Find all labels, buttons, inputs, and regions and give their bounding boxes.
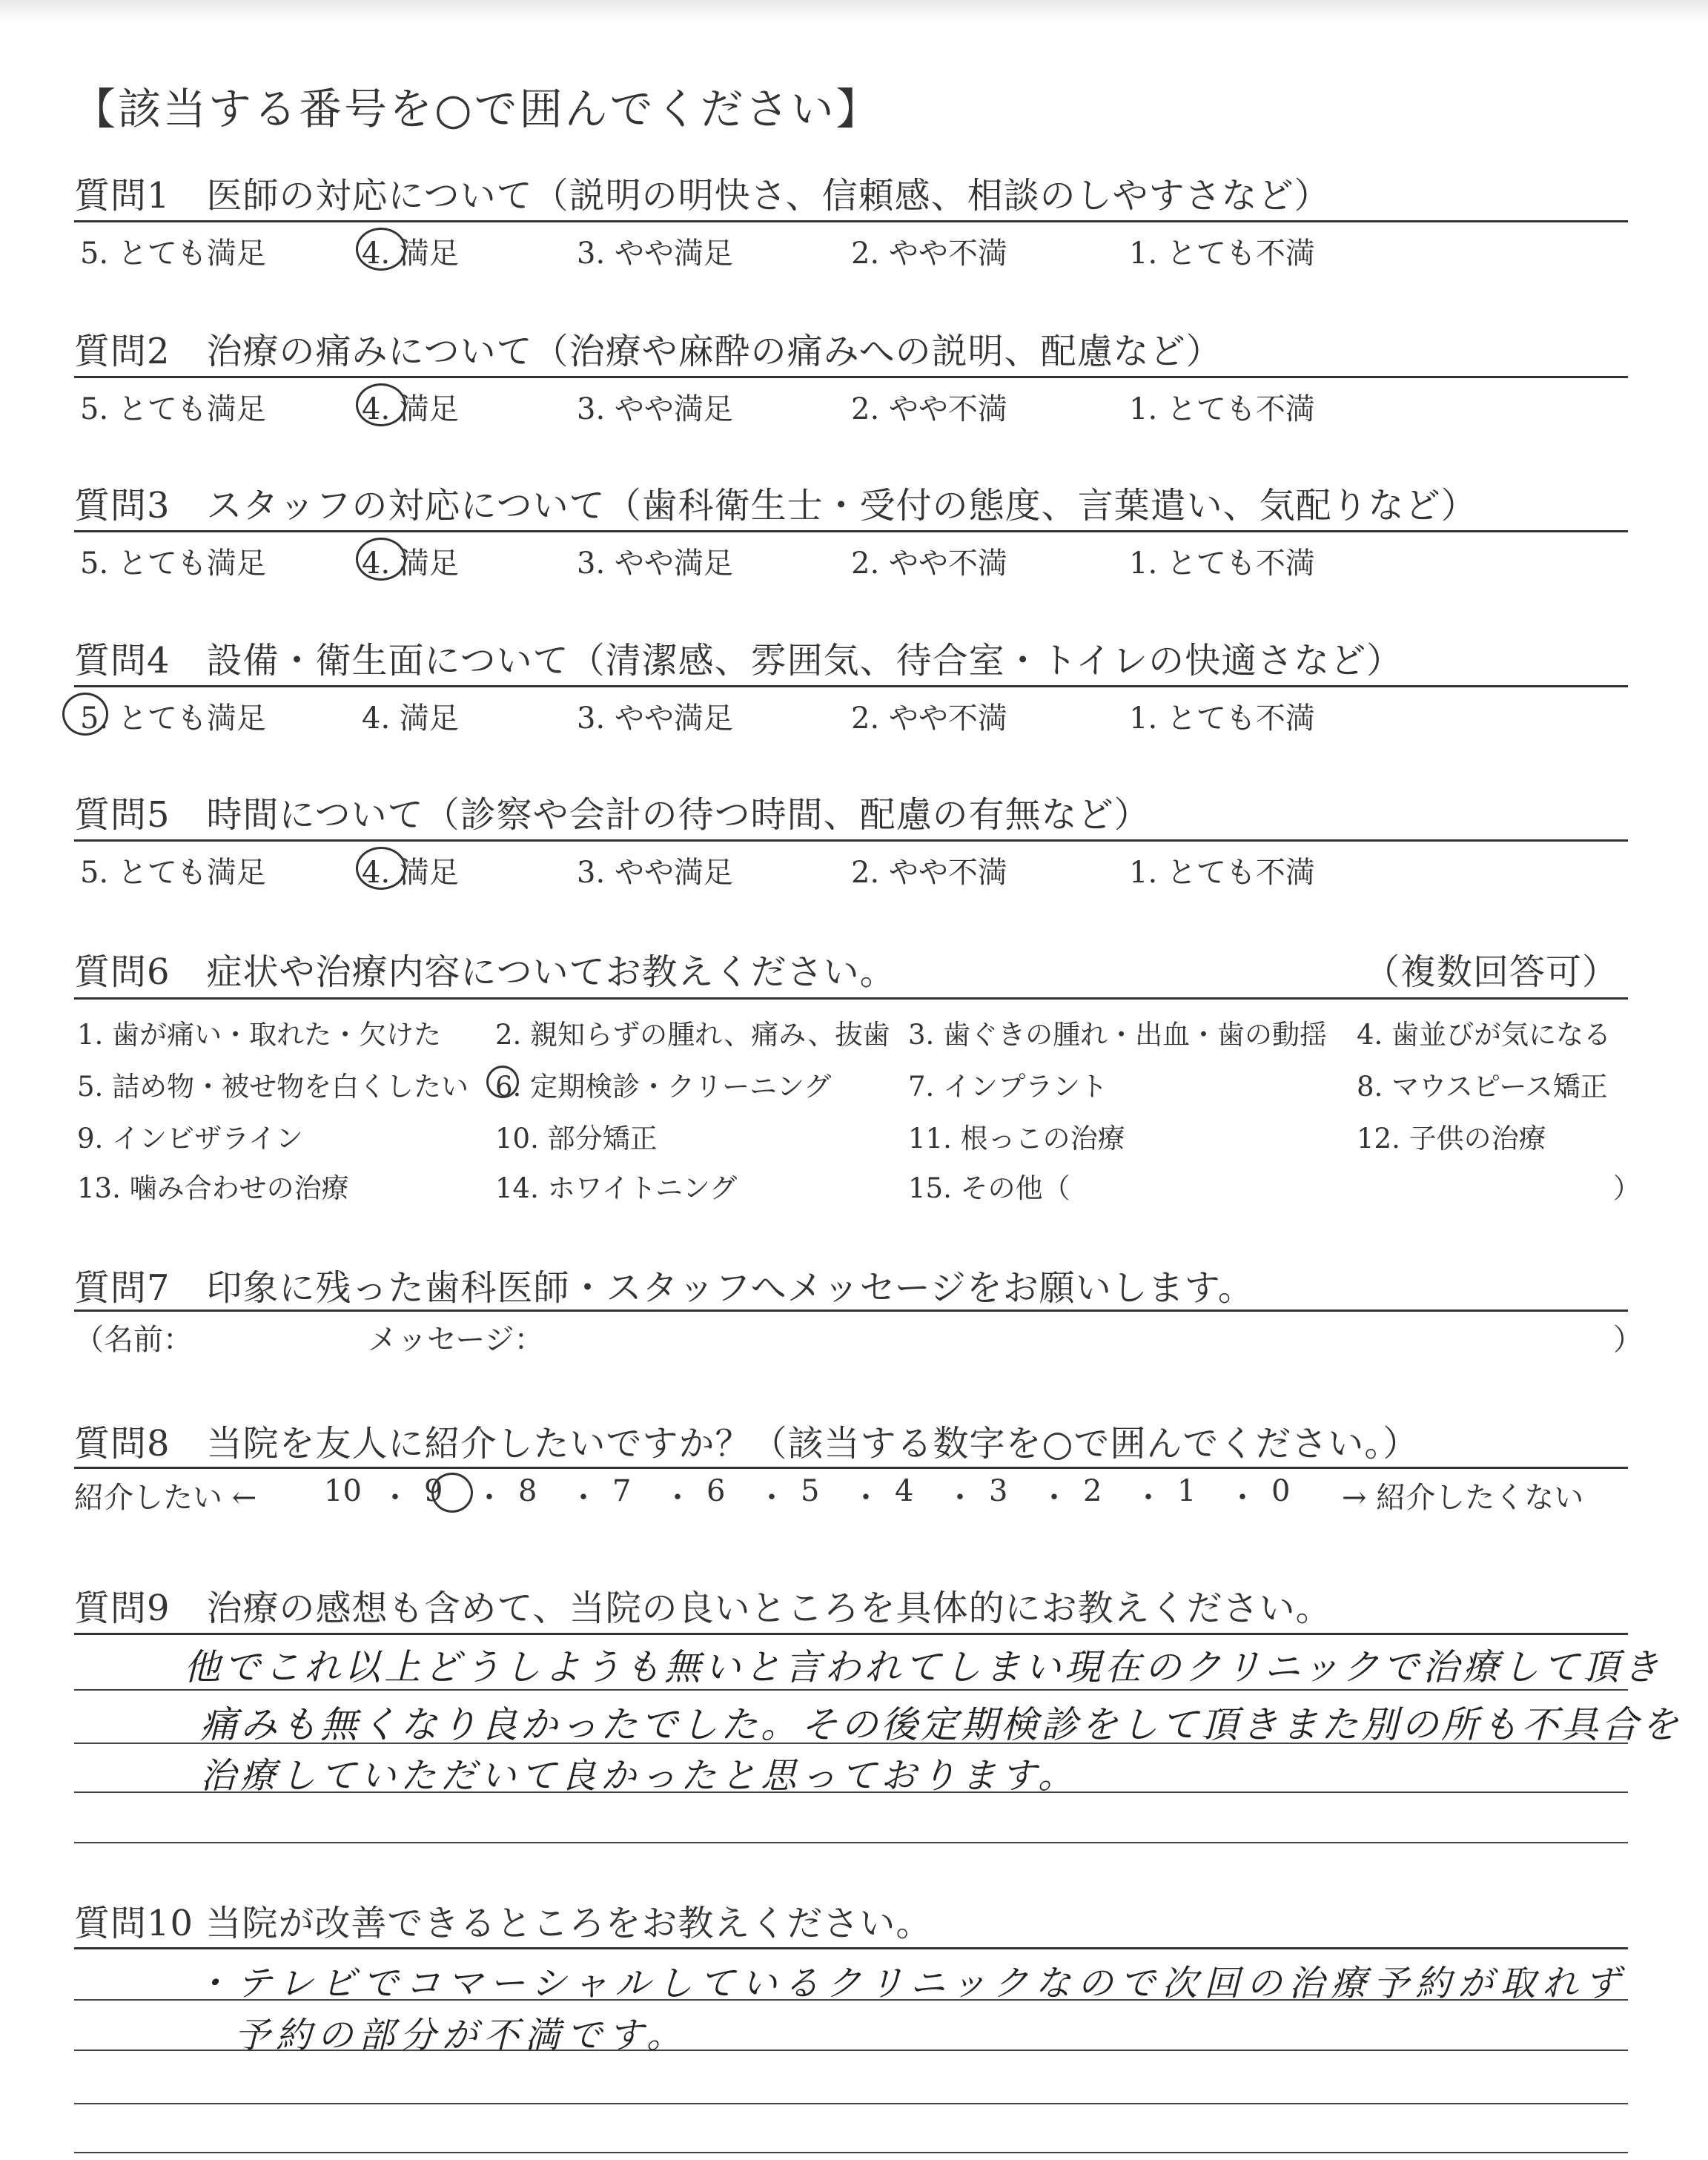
q6-option[interactable]: 3. 歯ぐきの腫れ・出血・歯の動揺 <box>908 1019 1328 1051</box>
q7-close-paren: ） <box>1613 1323 1643 1357</box>
q8-scale-number[interactable]: 9 <box>424 1474 443 1508</box>
q2-heading: 質問2 治療の痛みについて（治療や麻酔の痛みへの説明、配慮など） <box>74 331 1222 372</box>
q9-handwritten-line: 痛みも無くなり良かったでした。その後定期検診をして頂きまた別の所も不具合を <box>200 1703 1681 1746</box>
q4-heading: 質問4 設備・衛生面について（清潔感、雰囲気、待合室・トイレの快適さなど） <box>74 640 1403 681</box>
q6-option[interactable]: 7. インプラント <box>908 1071 1108 1103</box>
q6-option[interactable]: 5. 詰め物・被せ物を白くしたい <box>77 1071 469 1103</box>
q6-option[interactable]: 14. ホワイトニング <box>495 1172 738 1204</box>
q2-option[interactable]: 2. やや不満 <box>851 392 1007 426</box>
q1-option[interactable]: 2. やや不満 <box>851 237 1007 271</box>
q4-option[interactable]: 3. やや満足 <box>577 701 733 736</box>
q1-rule <box>74 220 1628 222</box>
q6-option[interactable]: 9. インビザライン <box>77 1123 303 1155</box>
q8-scale-dot: ・ <box>474 1481 504 1515</box>
q2-selected-circle[interactable] <box>356 383 406 426</box>
q1-option[interactable]: 5. とても満足 <box>80 237 266 271</box>
q8-scale-dot: ・ <box>1228 1481 1257 1515</box>
q10-handwritten-line: ・テレビでコマーシャルしているクリニックなので次回の治療予約が取れず <box>194 1963 1627 2004</box>
q7-rule <box>74 1309 1628 1312</box>
q3-option[interactable]: 1. とても不満 <box>1129 546 1315 581</box>
q6-rule <box>74 997 1628 1000</box>
q8-left-label: 紹介したい ← <box>74 1481 257 1515</box>
q8-scale-dot: ・ <box>757 1481 787 1515</box>
q1-heading: 質問1 医師の対応について（説明の明快さ、信頼感、相談のしやすさなど） <box>74 175 1331 217</box>
q1-option[interactable]: 3. やや満足 <box>577 237 733 271</box>
q9-rule <box>74 1633 1628 1635</box>
q1-selected-circle[interactable] <box>356 228 406 271</box>
q6-option[interactable]: 4. 歯並びが気になる <box>1357 1019 1612 1051</box>
q8-scale-dot: ・ <box>1133 1481 1163 1515</box>
q3-option[interactable]: 2. やや不満 <box>851 546 1007 581</box>
q5-option[interactable]: 3. やや満足 <box>577 856 733 890</box>
q2-rule <box>74 376 1628 378</box>
q3-selected-circle[interactable] <box>356 538 406 581</box>
q6-option[interactable]: 2. 親知らずの腫れ、痛み、抜歯 <box>495 1019 890 1051</box>
q9-handwritten-line: 治療していただいて良かったと思っております。 <box>200 1755 1079 1797</box>
q4-option[interactable]: 5. とても満足 <box>80 701 266 736</box>
q6-option[interactable]: 11. 根っこの治療 <box>908 1123 1125 1155</box>
q10-writing-line <box>74 2103 1628 2104</box>
q6-option[interactable]: 8. マウスピース矯正 <box>1357 1071 1608 1103</box>
q7-message-label: メッセージ： <box>368 1323 544 1357</box>
q6-option[interactable]: 6. 定期検診・クリーニング <box>495 1071 832 1103</box>
q6-heading: 質問6 症状や治療内容についてお教えください。 <box>74 951 896 993</box>
q8-scale-number[interactable]: 8 <box>518 1474 537 1508</box>
page-title: 【該当する番号を○で囲んでください】 <box>73 84 881 134</box>
q2-option[interactable]: 3. やや満足 <box>577 392 733 426</box>
q8-scale-dot: ・ <box>663 1481 692 1515</box>
q5-selected-circle[interactable] <box>356 847 406 890</box>
q7-heading: 質問7 印象に残った歯科医師・スタッフへメッセージをお願いします。 <box>74 1267 1254 1309</box>
q5-rule <box>74 839 1628 842</box>
q8-right-label: → 紹介したくない <box>1342 1481 1584 1515</box>
q8-scale-number[interactable]: 0 <box>1271 1474 1291 1508</box>
q8-scale-number[interactable]: 2 <box>1083 1474 1102 1508</box>
q9-handwritten-line: 他でこれ以上どうしようも無いと言われてしまい現在のクリニックで治療して頂き <box>184 1646 1664 1688</box>
q8-scale-number[interactable]: 5 <box>801 1474 820 1508</box>
q6-option[interactable]: 10. 部分矯正 <box>495 1123 658 1155</box>
q5-heading: 質問5 時間について（診察や会計の待つ時間、配慮の有無など） <box>74 794 1151 836</box>
q3-option[interactable]: 4. 満足 <box>362 546 459 581</box>
q8-scale-number[interactable]: 10 <box>324 1474 362 1508</box>
q6-option[interactable]: 1. 歯が痛い・取れた・欠けた <box>77 1019 442 1051</box>
q4-option[interactable]: 4. 満足 <box>362 701 459 736</box>
q5-option[interactable]: 2. やや不満 <box>851 856 1007 890</box>
q10-handwritten-line: 予約の部分が不満です。 <box>234 2015 689 2056</box>
q4-selected-circle[interactable] <box>62 693 108 736</box>
q8-selected-circle[interactable] <box>431 1473 473 1513</box>
q3-rule <box>74 530 1628 532</box>
q7-name-label: （名前： <box>74 1323 193 1357</box>
q10-writing-line <box>74 2152 1628 2153</box>
q10-heading: 質問10 当院が改善できるところをお教えください。 <box>74 1903 933 1944</box>
q8-rule <box>74 1467 1628 1469</box>
q8-scale-dot: ・ <box>945 1481 975 1515</box>
q4-option[interactable]: 1. とても不満 <box>1129 701 1315 736</box>
q4-option[interactable]: 2. やや不満 <box>851 701 1007 736</box>
q9-writing-line <box>74 1842 1628 1843</box>
q4-rule <box>74 685 1628 687</box>
q2-option[interactable]: 4. 満足 <box>362 392 459 426</box>
q8-scale-dot: ・ <box>851 1481 881 1515</box>
q1-option[interactable]: 4. 満足 <box>362 237 459 271</box>
q8-scale-number[interactable]: 4 <box>895 1474 914 1508</box>
q8-scale-dot: ・ <box>380 1481 410 1515</box>
q6-multiple-answer-note: （複数回答可） <box>1364 951 1619 993</box>
q8-scale-number[interactable]: 1 <box>1177 1474 1196 1508</box>
q2-option[interactable]: 5. とても満足 <box>80 392 266 426</box>
scan-top-edge <box>0 0 1708 22</box>
q1-option[interactable]: 1. とても不満 <box>1129 237 1315 271</box>
q6-option[interactable]: 13. 噛み合わせの治療 <box>77 1172 349 1204</box>
q5-option[interactable]: 1. とても不満 <box>1129 856 1315 890</box>
q8-scale-number[interactable]: 6 <box>706 1474 726 1508</box>
q3-option[interactable]: 5. とても満足 <box>80 546 266 581</box>
q8-scale-number[interactable]: 7 <box>612 1474 632 1508</box>
q6-other-close-paren: ） <box>1613 1172 1641 1204</box>
q2-option[interactable]: 1. とても不満 <box>1129 392 1315 426</box>
q3-heading: 質問3 スタッフの対応について（歯科衛生士・受付の態度、言葉遣い、気配りなど） <box>74 485 1477 526</box>
q6-selected-circle[interactable] <box>486 1066 519 1098</box>
q6-option[interactable]: 12. 子供の治療 <box>1357 1123 1546 1155</box>
q8-scale-dot: ・ <box>569 1481 598 1515</box>
q5-option[interactable]: 5. とても満足 <box>80 856 266 890</box>
q8-scale-number[interactable]: 3 <box>989 1474 1008 1508</box>
q5-option[interactable]: 4. 満足 <box>362 856 459 890</box>
q8-scale-dot: ・ <box>1039 1481 1069 1515</box>
q9-heading: 質問9 治療の感想も含めて、当院の良いところを具体的にお教えください。 <box>74 1588 1332 1629</box>
q10-rule <box>74 1947 1628 1949</box>
q6-option[interactable]: 15. その他（ <box>908 1172 1070 1204</box>
q3-option[interactable]: 3. やや満足 <box>577 546 733 581</box>
q8-heading: 質問8 当院を友人に紹介したいですか？（該当する数字を○で囲んでください。） <box>74 1423 1420 1464</box>
